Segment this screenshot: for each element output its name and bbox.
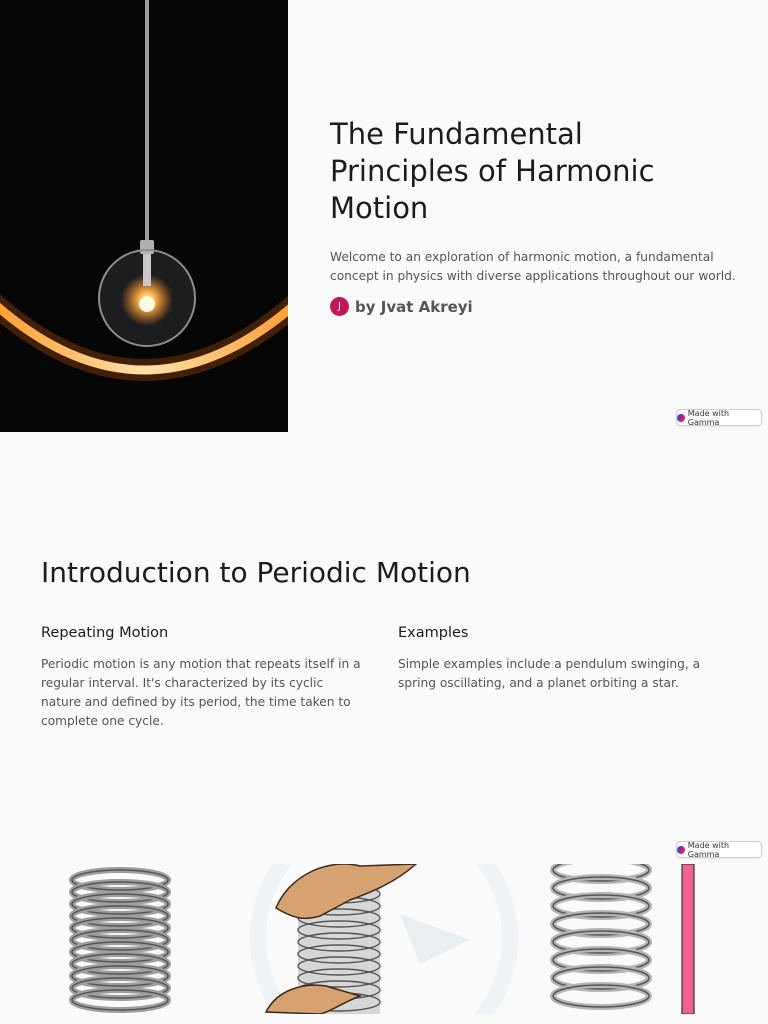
column-body: Simple examples include a pendulum swinging, a spring oscillating, and a planet orbiting a star.: [398, 657, 701, 690]
badge-label: Made with Gamma: [687, 408, 730, 427]
column-body: Periodic motion is any motion that repeats itself in a regular interval. It's characterized by its cyclic nature and defined by its period, the time taken to complete one cycle.: [41, 657, 361, 728]
column-heading: Repeating Motion: [41, 625, 169, 641]
pendant-lamp-icon: [0, 0, 288, 432]
column-examples: [398, 625, 718, 693]
avatar: J: [330, 297, 349, 316]
gamma-logo-icon: [677, 846, 685, 854]
hero-image: [0, 0, 288, 432]
column-heading: Examples: [398, 625, 469, 641]
spring-illustrations: [0, 864, 768, 1014]
page-title: The Fundamental Principles of Harmonic Motion: [330, 117, 655, 225]
made-with-gamma-badge[interactable]: [676, 841, 762, 858]
badge-label: Made with Gamma: [687, 840, 730, 859]
spring-icon: [72, 870, 168, 1010]
column-repeating-motion: [41, 625, 361, 731]
author-byline: [330, 297, 473, 316]
section-title: Introduction to Periodic Motion: [41, 556, 471, 589]
author-name: by Jvat Akreyi: [355, 297, 473, 316]
intro-text: Welcome to an exploration of harmonic motion, a fundamental concept in physics with diverse applications throughout our world.: [330, 250, 736, 283]
hands-spring-icon: [258, 864, 510, 1014]
spring-with-rod-icon: [553, 864, 694, 1014]
made-with-gamma-badge[interactable]: [676, 409, 762, 426]
gamma-logo-icon: [677, 414, 685, 422]
